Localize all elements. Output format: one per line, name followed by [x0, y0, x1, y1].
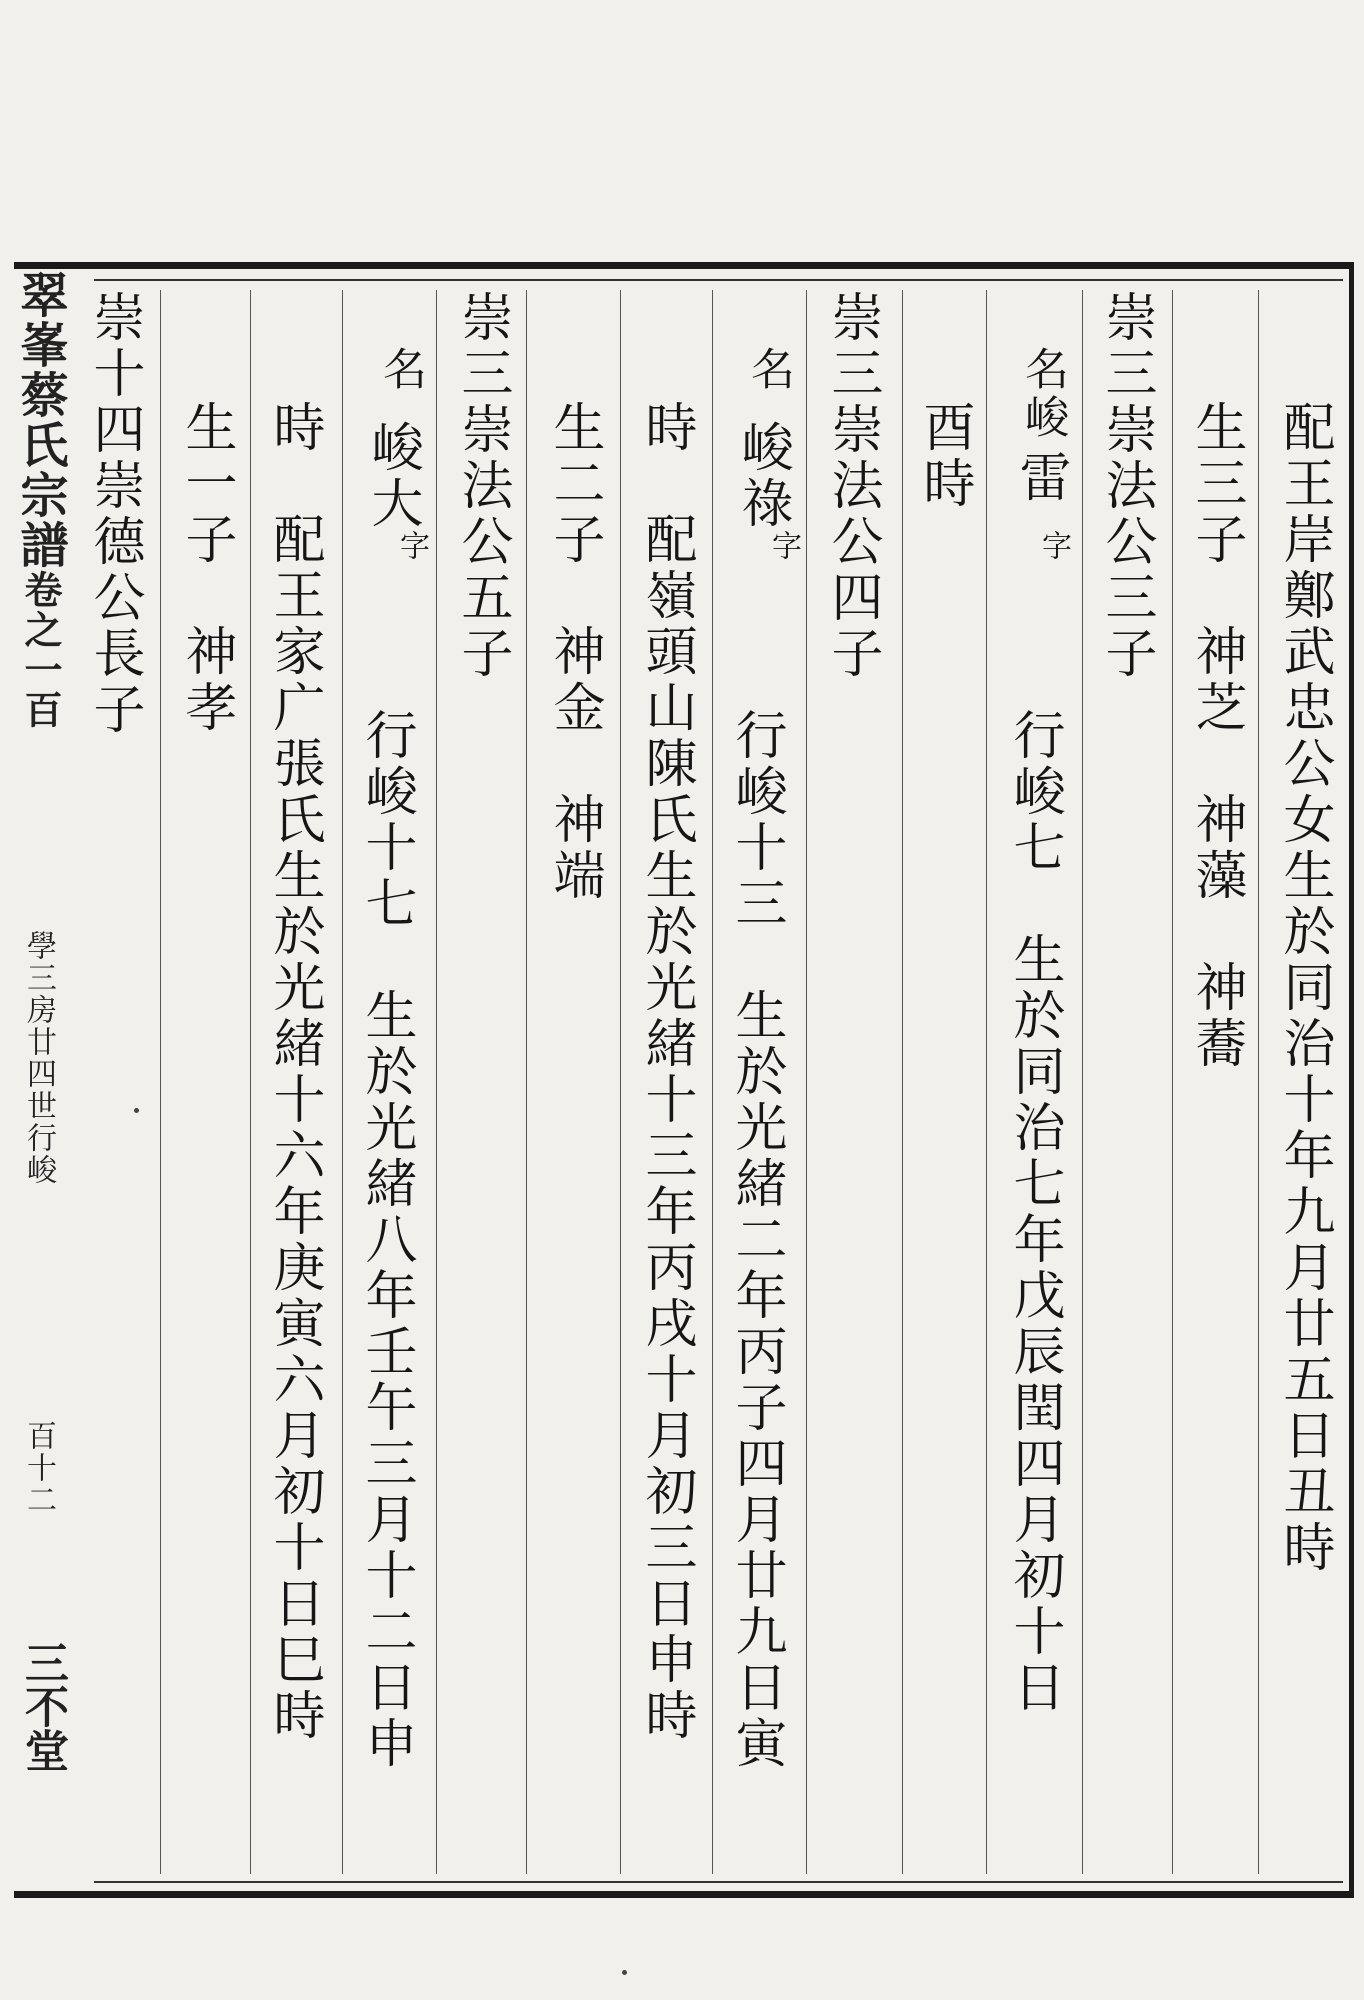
text-column-name: 雷: [1010, 450, 1070, 506]
column-rule: [1082, 290, 1083, 1874]
text-column: 時 配王家广張氏生於光緒十六年庚寅六月初十日巳時: [264, 400, 324, 1744]
text-column: 生二子 神金 神端: [544, 400, 604, 904]
text-column: 崇三崇法公四子: [822, 290, 882, 682]
column-rule: [806, 290, 807, 1874]
column-rule: [986, 290, 987, 1874]
column-rule: [902, 290, 903, 1874]
column-rule: [436, 290, 437, 1874]
text-column: 崇十四崇德公長子: [84, 290, 144, 738]
column-rule: [526, 290, 527, 1874]
column-rule: [1172, 290, 1173, 1874]
text-column: 行峻十七 生於光緒八年壬午三月十二日申: [356, 708, 416, 1772]
column-rule: [620, 290, 621, 1874]
text-column-name: 峻大: [362, 420, 422, 532]
column-rule: [712, 290, 713, 1874]
text-column: 時 配嶺頭山陳氏生於光緒十三年丙戌十月初三日申時: [636, 400, 696, 1744]
column-rule: [1258, 290, 1259, 1874]
text-column-name: 名: [743, 346, 794, 394]
column-rule: [250, 290, 251, 1874]
text-column-name: 峻祿: [732, 420, 792, 532]
page-number: 百十二: [21, 1420, 56, 1516]
hall-name: 三不堂: [17, 1640, 68, 1772]
text-column: 生三子 神芝 神藻 神蕎: [1186, 400, 1246, 1072]
text-column-zi: 字: [394, 530, 429, 562]
text-column: 崇三崇法公三子: [1096, 290, 1156, 682]
text-column-zi: 字: [1036, 530, 1071, 562]
book-title: 翠峯蔡氏宗譜卷之一百: [12, 270, 68, 730]
text-column: 崇三崇法公五子: [452, 290, 512, 682]
section-label: 學三房廿四世行峻: [21, 930, 56, 1186]
ink-speck: [134, 1108, 139, 1113]
text-column: 配王岸鄭武忠公女生於同治十年九月廿五日丑時: [1274, 400, 1334, 1576]
text-column-zi: 字: [766, 530, 801, 562]
text-column: 行峻七 生於同治七年戊辰閏四月初十日: [1004, 708, 1064, 1716]
text-column: 酉時: [914, 400, 974, 512]
text-column: 行峻十三 生於光緒二年丙子四月廿九日寅: [726, 708, 786, 1772]
column-rule: [342, 290, 343, 1874]
text-column: 生一子 神孝: [176, 400, 236, 736]
ink-speck: [622, 1970, 627, 1975]
column-rule: [160, 290, 161, 1874]
text-column-name: 名峻: [1017, 346, 1068, 442]
text-column-name: 名: [375, 346, 426, 394]
